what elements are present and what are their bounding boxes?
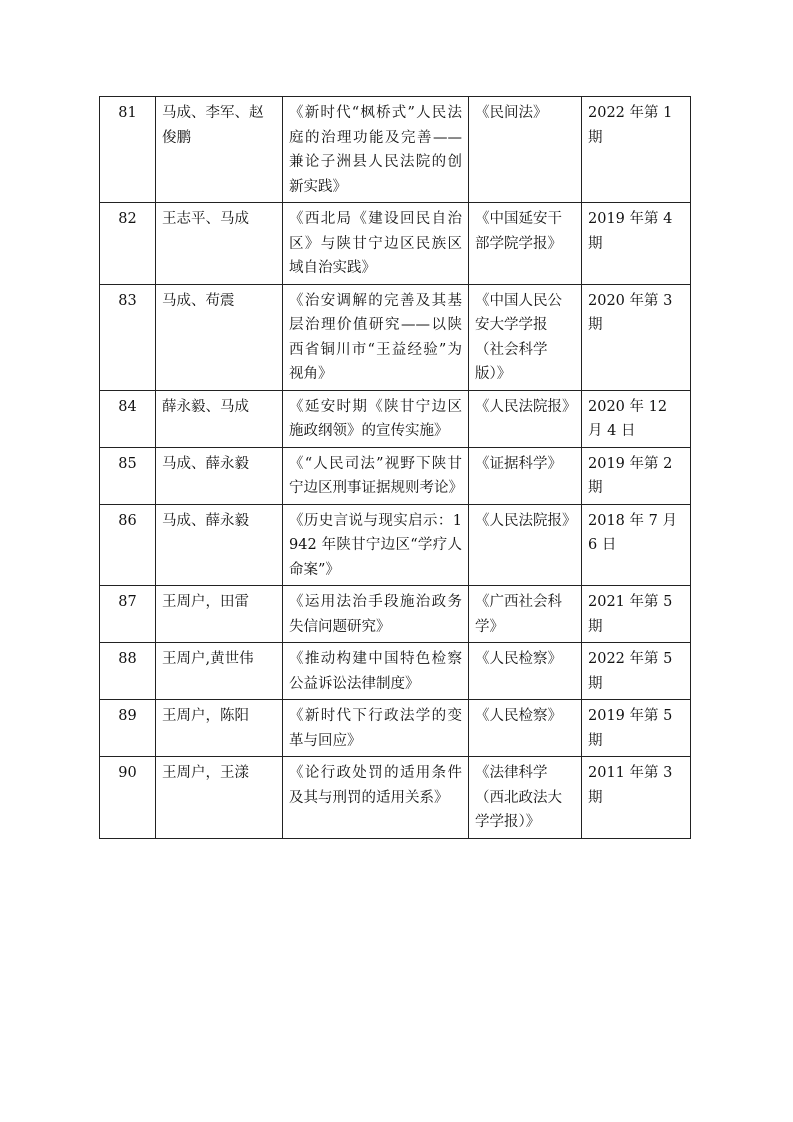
row-authors: 王周户，田雷 <box>156 586 283 643</box>
row-journal: 《人民法院报》 <box>469 390 582 447</box>
table-row <box>100 586 691 643</box>
row-authors: 王志平、马成 <box>156 203 283 285</box>
row-date: 2020 年第 3 期 <box>582 284 691 390</box>
row-title: 《推动构建中国特色检察公益诉讼法律制度》 <box>283 643 469 700</box>
row-authors: 王周户，陈阳 <box>156 700 283 757</box>
table-row <box>100 97 691 203</box>
row-date: 2021 年第 5 期 <box>582 586 691 643</box>
row-journal: 《民间法》 <box>469 97 582 203</box>
row-title: 《“人民司法”视野下陕甘宁边区刑事证据规则考论》 <box>283 447 469 504</box>
row-date: 2019 年第 2 期 <box>582 447 691 504</box>
row-journal: 《人民法院报》 <box>469 504 582 586</box>
row-journal: 《人民检察》 <box>469 700 582 757</box>
row-authors: 王周户，王漾 <box>156 757 283 839</box>
row-title: 《治安调解的完善及其基层治理价值研究——以陕西省铜川市“王益经验”为视角》 <box>283 284 469 390</box>
row-number: 83 <box>100 284 156 390</box>
row-date: 2020 年 12 月 4 日 <box>582 390 691 447</box>
row-title: 《新时代下行政法学的变革与回应》 <box>283 700 469 757</box>
row-number: 90 <box>100 757 156 839</box>
table-row <box>100 700 691 757</box>
row-date: 2011 年第 3 期 <box>582 757 691 839</box>
row-title: 《延安时期《陕甘宁边区施政纲领》的宣传实施》 <box>283 390 469 447</box>
row-date: 2022 年第 5 期 <box>582 643 691 700</box>
row-journal: 《广西社会科学》 <box>469 586 582 643</box>
table-row <box>100 447 691 504</box>
row-number: 89 <box>100 700 156 757</box>
row-number: 86 <box>100 504 156 586</box>
row-authors: 王周户,黄世伟 <box>156 643 283 700</box>
table-row <box>100 757 691 839</box>
row-authors: 马成、苟震 <box>156 284 283 390</box>
row-title: 《论行政处罚的适用条件及其与刑罚的适用关系》 <box>283 757 469 839</box>
table-row <box>100 203 691 285</box>
table-row <box>100 643 691 700</box>
row-title: 《历史言说与现实启示：1942 年陕甘宁边区“学疗人命案”》 <box>283 504 469 586</box>
publication-table <box>99 96 691 839</box>
row-number: 85 <box>100 447 156 504</box>
row-number: 87 <box>100 586 156 643</box>
row-journal: 《中国人民公安大学学报（社会科学版）》 <box>469 284 582 390</box>
row-number: 82 <box>100 203 156 285</box>
row-number: 84 <box>100 390 156 447</box>
row-date: 2018 年 7 月 6 日 <box>582 504 691 586</box>
row-date: 2022 年第 1 期 <box>582 97 691 203</box>
row-number: 88 <box>100 643 156 700</box>
row-authors: 马成、薛永毅 <box>156 504 283 586</box>
row-title: 《运用法治手段施治政务失信问题研究》 <box>283 586 469 643</box>
row-authors: 薛永毅、马成 <box>156 390 283 447</box>
row-authors: 马成、薛永毅 <box>156 447 283 504</box>
row-authors: 马成、李军、赵俊鹏 <box>156 97 283 203</box>
row-title: 《新时代“枫桥式”人民法庭的治理功能及完善——兼论子洲县人民法院的创新实践》 <box>283 97 469 203</box>
row-date: 2019 年第 5 期 <box>582 700 691 757</box>
table-row <box>100 390 691 447</box>
row-journal: 《证据科学》 <box>469 447 582 504</box>
row-journal: 《法律科学（西北政法大学学报）》 <box>469 757 582 839</box>
row-number: 81 <box>100 97 156 203</box>
row-journal: 《人民检察》 <box>469 643 582 700</box>
row-title: 《西北局《建设回民自治区》与陕甘宁边区民族区域自治实践》 <box>283 203 469 285</box>
row-date: 2019 年第 4 期 <box>582 203 691 285</box>
table-row <box>100 504 691 586</box>
row-journal: 《中国延安干部学院学报》 <box>469 203 582 285</box>
table-row <box>100 284 691 390</box>
